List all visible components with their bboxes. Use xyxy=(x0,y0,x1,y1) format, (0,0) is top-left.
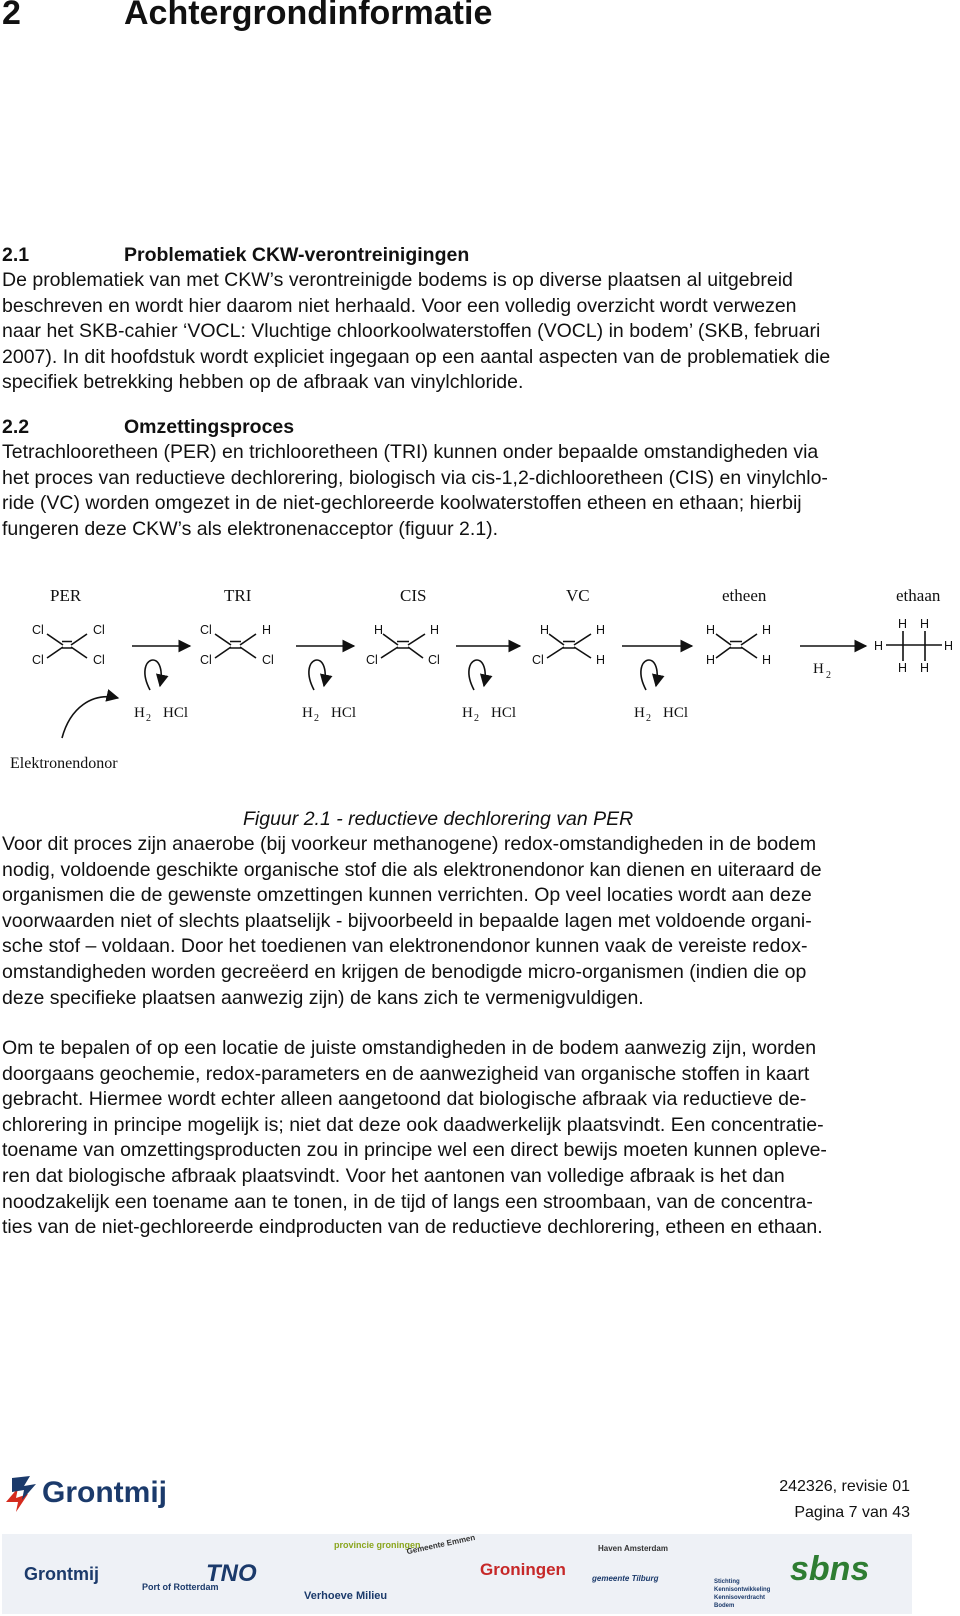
sponsor-logo-strip xyxy=(2,1534,912,1614)
text-line: het proces van reductieve dechlorering, biologisch via cis-1,2-dichlooretheen (CIS) en vinylchlo- xyxy=(2,466,828,489)
curved-arrow xyxy=(469,660,485,690)
text-line: organismen die de gewenste omzettingen kunnen verrichten. Op veel locaties wordt aan deze xyxy=(2,884,812,907)
atom-label: H xyxy=(920,661,930,675)
atom-label: H xyxy=(262,623,272,637)
curved-arrow xyxy=(309,660,325,690)
chapter-number: 2 xyxy=(2,0,21,32)
molecule-ethaan xyxy=(874,617,953,675)
atom-label: Cl xyxy=(32,653,44,667)
curved-arrow xyxy=(641,660,657,690)
molecule-per xyxy=(32,623,105,667)
reagent-subscript: 2 xyxy=(646,713,651,724)
atom-label: H xyxy=(944,639,954,653)
text-line: De problematiek van met CKW’s verontreinigde bodems is op diverse plaatsen al uitgebreid xyxy=(2,269,793,291)
text-line: Tetrachlooretheen (PER) en trichlooretheen (TRI) kunnen onder bepaalde omstandigheden via xyxy=(2,441,819,463)
section-title: Problematiek CKW-verontreinigingen xyxy=(124,244,470,266)
grontmij-wordmark: Grontmij xyxy=(42,1476,167,1509)
text-line: toename van omzettingsproducten zou in principe wel een direct bewijs moeten kunnen opleve- xyxy=(2,1139,827,1162)
reagent-label: H xyxy=(813,661,824,677)
sponsor-logo: Haven Amsterdam xyxy=(598,1544,668,1553)
sponsor-logo: Gemeente Emmen xyxy=(405,1532,476,1557)
reagent-subscript: 2 xyxy=(826,670,831,681)
atom-label: H xyxy=(762,653,772,667)
text-line: chlorering in principe mogelijk is; niet dat deze ook daadwerkelijk plaatsvindt. Een concentratie- xyxy=(2,1113,824,1136)
atom-label: H xyxy=(898,617,908,631)
sponsor-logo: Verhoeve Milieu xyxy=(304,1590,388,1602)
molecule-cis xyxy=(366,623,440,667)
product-label: HCl xyxy=(663,705,689,721)
atom-label: Cl xyxy=(532,653,544,667)
sponsor-logo: gemeente Tilburg xyxy=(592,1574,659,1583)
text-line: ties van de niet-gechloreerde eindproducten van de reductieve dechlorering, etheen en ethaan. xyxy=(2,1216,823,1239)
product-label: HCl xyxy=(331,705,357,721)
atom-label: Cl xyxy=(93,623,105,637)
sponsor-logo: Stichting Kennisontwikkeling Kennisoverdracht Bodem xyxy=(714,1579,771,1609)
atom-label: H xyxy=(540,623,550,637)
reagent-label: H xyxy=(462,705,473,721)
compound-label: etheen xyxy=(722,586,767,605)
paragraph-3 xyxy=(2,832,922,1011)
text-line: voorwaarden niet of slechts plaatselijk - bijvoorbeeld in bepaalde lagen met voldoende organi- xyxy=(2,909,812,932)
product-label: HCl xyxy=(491,705,517,721)
atom-label: H xyxy=(920,617,930,631)
atom-label: Cl xyxy=(428,653,440,667)
atom-label: Cl xyxy=(200,623,212,637)
compound-label: CIS xyxy=(400,586,427,605)
paragraph-4 xyxy=(2,1036,922,1241)
atom-label: Cl xyxy=(366,653,378,667)
donor-label: Elektronendonor xyxy=(10,755,118,772)
reagent-subscript: 2 xyxy=(146,713,151,724)
dechlorination-diagram xyxy=(0,578,960,778)
section-number: 2.1 xyxy=(2,244,30,266)
sponsor-logo: provincie groningen xyxy=(334,1540,421,1550)
text-line: gebracht. Hiermee wordt echter alleen aangetoond dat biologische afbraak via reductieve de- xyxy=(2,1088,807,1111)
donor-arrow xyxy=(62,697,118,738)
product-label: HCl xyxy=(163,705,189,721)
text-line: deze specifieke plaatsen aanwezig zijn) de kans zich te vermenigvuldigen. xyxy=(2,986,644,1009)
atom-label: H xyxy=(706,623,716,637)
grontmij-logo xyxy=(2,1472,172,1516)
page-number: Pagina 7 van 43 xyxy=(794,1504,910,1521)
text-line: Voor dit proces zijn anaerobe (bij voorkeur methanogene) redox-omstandigheden in de bodem xyxy=(2,833,817,855)
text-line: specifiek betrekking hebben op de afbraak van vinylchloride. xyxy=(2,371,524,394)
reagent-label: H xyxy=(134,705,145,721)
atom-label: H xyxy=(762,623,772,637)
figure-caption: Figuur 2.1 - reductieve dechlorering van PER xyxy=(243,808,634,830)
atom-label: H xyxy=(596,653,606,667)
atom-label: Cl xyxy=(200,653,212,667)
atom-label: H xyxy=(430,623,440,637)
curved-arrow xyxy=(145,660,161,690)
sponsor-logo: Port of Rotterdam xyxy=(142,1582,219,1592)
atom-label: Cl xyxy=(262,653,274,667)
text-line: noodzakelijk een toename aan te tonen, in de tijd of langs een stroombaan, van de concentra- xyxy=(2,1190,813,1213)
text-line: fungeren deze CKW’s als elektronenacceptor (figuur 2.1). xyxy=(2,517,499,540)
reagent-label: H xyxy=(302,705,313,721)
section-2-body xyxy=(2,440,922,542)
compound-label: TRI xyxy=(224,586,252,605)
curved-arrows xyxy=(62,660,657,738)
text-line: doorgaans geochemie, redox-parameters en de aanwezigheid van organische stoffen in kaart xyxy=(2,1062,810,1085)
text-line: nodig, voldoende geschikte organische stof die als elektronendonor kan dienen en uiteraard de xyxy=(2,858,822,881)
text-line: beschreven en wordt hier daarom niet herhaald. Voor een volledig overzicht wordt verwezen xyxy=(2,294,797,317)
atom-label: H xyxy=(706,653,716,667)
atom-label: H xyxy=(898,661,908,675)
reagent-label: H xyxy=(634,705,645,721)
text-line: Om te bepalen of op een locatie de juiste omstandigheden in de bodem aanwezig zijn, worden xyxy=(2,1037,817,1059)
text-line: naar het SKB-cahier ‘VOCL: Vluchtige chloorkoolwaterstoffen (VOCL) in bodem’ (SKB, februari xyxy=(2,320,821,343)
atom-label: H xyxy=(374,623,384,637)
sponsor-logo: TNO xyxy=(206,1560,257,1587)
molecule-tri xyxy=(200,623,274,667)
sponsor-logo: sbns xyxy=(790,1550,870,1588)
section-1-body xyxy=(2,268,922,396)
sponsor-logo: Groningen xyxy=(480,1560,566,1579)
chapter-title: Achtergrondinformatie xyxy=(124,0,493,32)
sponsor-logo: Grontmij xyxy=(24,1564,99,1584)
text-line: sche stof – voldaan. Door het toedienen van elektronendonor kunnen vaak de vereiste redox- xyxy=(2,935,808,958)
reagent-product-labels xyxy=(134,705,688,724)
text-line: omstandigheden worden gecreëerd en krijgen de benodigde micro-organismen (indien die op xyxy=(2,960,807,983)
atom-label: H xyxy=(874,639,884,653)
text-line: 2007). In dit hoofdstuk wordt expliciet ingegaan op een aantal aspecten van de problematiek die xyxy=(2,345,831,368)
text-line: ren dat biologische afbraak plaatsvindt. Voor het aantonen van volledige afbraak is het dan xyxy=(2,1164,785,1187)
compound-label: VC xyxy=(566,586,590,605)
compound-label: PER xyxy=(50,586,82,605)
text-line: ride (VC) worden omgezet in de niet-gechloreerde koolwaterstoffen etheen en ethaan; hierbij xyxy=(2,492,802,515)
document-id: 242326, revisie 01 xyxy=(779,1478,910,1495)
atom-label: Cl xyxy=(32,623,44,637)
reagent-subscript: 2 xyxy=(314,713,319,724)
compound-label: ethaan xyxy=(896,586,941,605)
molecule-etheen xyxy=(706,623,771,667)
reagent-subscript: 2 xyxy=(474,713,479,724)
section-title: Omzettingsproces xyxy=(124,416,295,438)
atom-label: Cl xyxy=(93,653,105,667)
molecule-vc xyxy=(532,623,605,667)
section-number: 2.2 xyxy=(2,416,30,438)
atom-label: H xyxy=(596,623,606,637)
